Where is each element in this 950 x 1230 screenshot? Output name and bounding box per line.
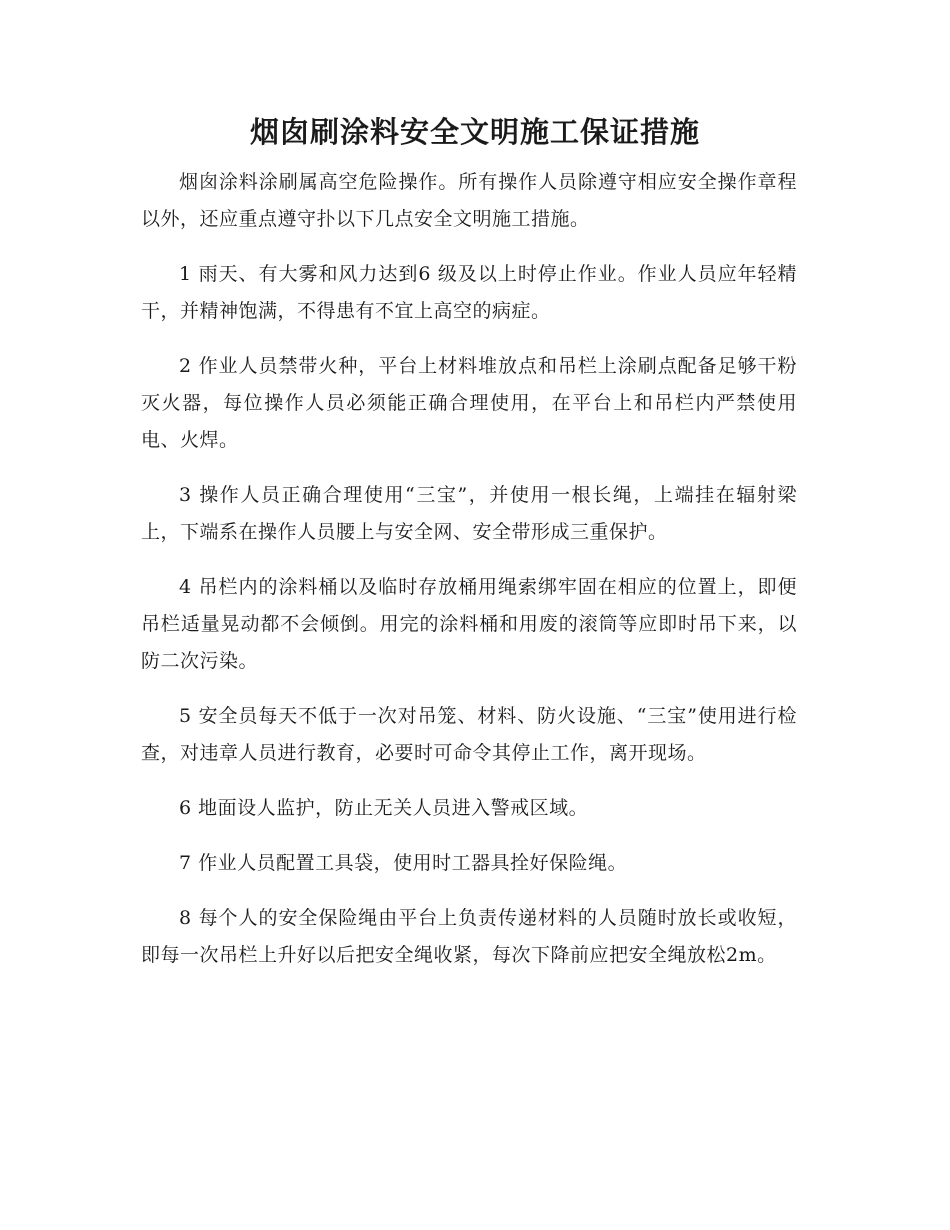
paragraph-intro: 烟囱涂料涂刷属高空危险操作。所有操作人员除遵守相应安全操作章程以外，还应重点遵守扑以下几点安全文明施工措施。 xyxy=(141,171,797,230)
paragraph-item-4: 4 吊栏内的涂料桶以及临时存放桶用绳索绑牢固在相应的位置上，即便吊栏适量晃动都不会倾倒。用完的涂料桶和用废的滚筒等应即时吊下来，以防二次污染。 xyxy=(141,576,797,672)
document-body xyxy=(141,164,797,992)
paragraph-item-2: 2 作业人员禁带火种，平台上材料堆放点和吊栏上涂刷点配备足够干粉灭火器，每位操作人员必须能正确合理使用，在平台上和吊栏内严禁使用电、火焊。 xyxy=(141,355,797,451)
paragraph-item-6: 6 地面设人监护，防止无关人员进入警戒区域。 xyxy=(179,797,589,819)
paragraph-item-8: 8 每个人的安全保险绳由平台上负责传递材料的人员随时放长或收短，即每一次吊栏上升好以后把安全绳收紧，每次下降前应把安全绳放松2m。 xyxy=(141,907,797,966)
paragraph-item-3: 3 操作人员正确合理使用“三宝”，并使用一根长绳，上端挂在辐射梁上，下端系在操作人员腰上与安全网、安全带形成三重保护。 xyxy=(141,484,797,543)
paragraph-item-1: 1 雨天、有大雾和风力达到6 级及以上时停止作业。作业人员应年轻精干，并精神饱满，不得患有不宜上高空的病症。 xyxy=(141,263,797,322)
paragraph-item-7: 7 作业人员配置工具袋，使用时工器具拴好保险绳。 xyxy=(179,852,628,874)
document-title: 烟囱刷涂料安全文明施工保证措施 xyxy=(249,115,700,149)
paragraph-item-5: 5 安全员每天不低于一次对吊笼、材料、防火设施、“三宝”使用进行检查，对违章人员进行教育，必要时可命令其停止工作，离开现场。 xyxy=(141,705,797,764)
